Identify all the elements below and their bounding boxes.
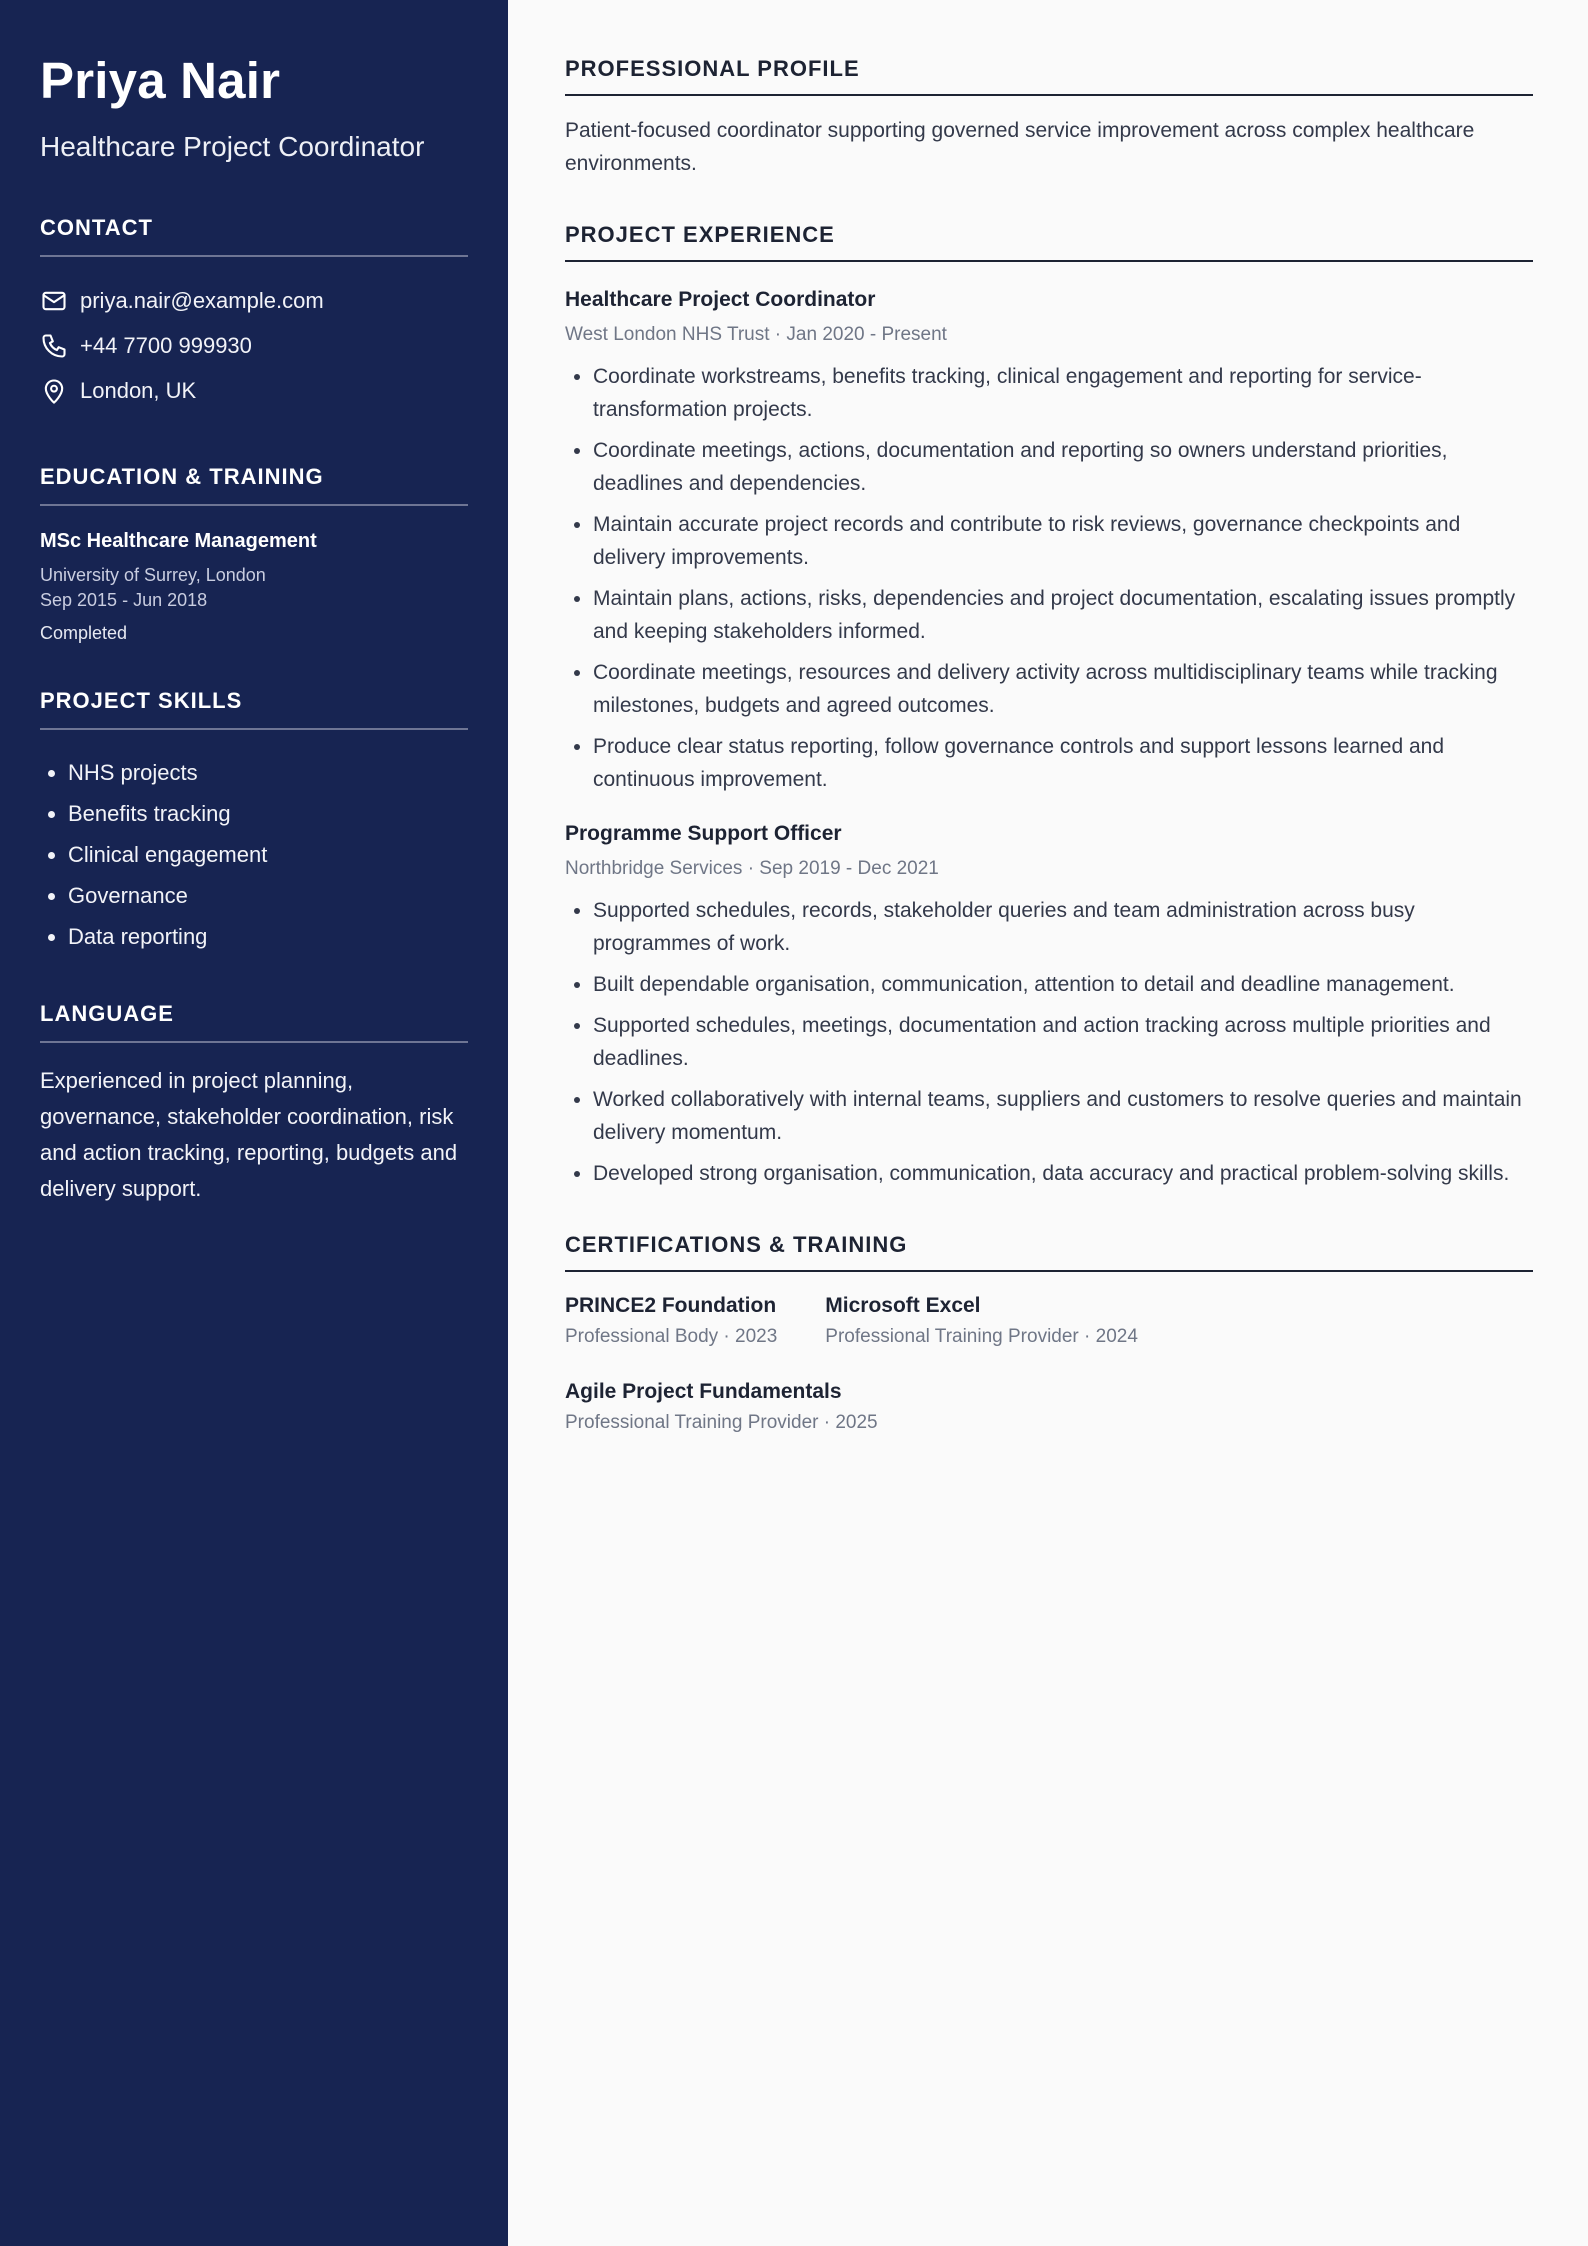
job-meta: Northbridge Services · Sep 2019 - Dec 2021 [565, 858, 939, 879]
language-text: Experienced in project planning, governance, stakeholder coordination, risk and action tracking, reporting, budgets and delivery support. [40, 1068, 458, 1202]
education-entry [40, 530, 468, 644]
job-meta: West London NHS Trust · Jan 2020 - Present [565, 324, 947, 345]
job-title: Healthcare Project Coordinator [565, 288, 876, 311]
certification-meta: Professional Training Provider · 2024 [825, 1326, 1138, 1347]
certifications-section [565, 1232, 1533, 1466]
certification-meta: Professional Training Provider · 2025 [565, 1412, 878, 1433]
job-bullet: • Supported schedules, meetings, documentation and action tracking across multiple priorities and deadlines. [593, 1009, 1533, 1075]
certification-item [565, 1294, 777, 1348]
skills-list [40, 752, 468, 957]
contact-title: CONTACT [40, 215, 468, 257]
language-title: LANGUAGE [40, 1001, 468, 1043]
contact-location-row [40, 369, 468, 414]
profile-title: PROFESSIONAL PROFILE [565, 56, 1533, 96]
contact-phone[interactable]: +44 7700 999930 [80, 333, 252, 359]
certifications-title: CERTIFICATIONS & TRAINING [565, 1232, 1533, 1272]
certification-meta: Professional Body · 2023 [565, 1326, 778, 1347]
education-institution: University of Surrey, London [40, 564, 266, 585]
education-degree: MSc Healthcare Management [40, 529, 317, 552]
skill-item: • Data reporting [68, 916, 468, 957]
job-bullet: • Worked collaboratively with internal teams, suppliers and customers to resolve queries and maintain delivery momentum. [593, 1083, 1533, 1149]
skills-section [40, 688, 468, 957]
job-bullet: • Developed strong organisation, communication, data accuracy and practical problem-solving skills. [593, 1157, 1533, 1190]
mail-icon [40, 287, 68, 315]
job-bullet: • Supported schedules, records, stakeholder queries and team administration across busy programmes of work. [593, 894, 1533, 960]
education-title: EDUCATION & TRAINING [40, 464, 468, 506]
job-bullet: • Maintain plans, actions, risks, dependencies and project documentation, escalating issues promptly and keeping stakeholders informed. [593, 582, 1533, 648]
education-dates: Sep 2015 - Jun 2018 [40, 589, 208, 610]
language-section [40, 1001, 468, 1207]
sidebar [0, 0, 508, 2246]
certification-name: Microsoft Excel [825, 1294, 981, 1317]
job-entry [565, 288, 1533, 796]
job-bullet: • Maintain accurate project records and contribute to risk reviews, governance checkpoints and delivery improvements. [593, 508, 1533, 574]
certification-name: PRINCE2 Foundation [565, 1294, 777, 1317]
job-bullet: • Coordinate meetings, actions, documentation and reporting so owners understand priorities, deadlines and dependencies. [593, 434, 1533, 500]
job-bullet: • Built dependable organisation, communication, attention to detail and deadline management. [593, 968, 1533, 1001]
skill-item: • Clinical engagement [68, 834, 468, 875]
job-bullets [565, 894, 1533, 1190]
profile-text: Patient-focused coordinator supporting governed service improvement across complex healthcare environments. [565, 119, 1475, 175]
experience-title: PROJECT EXPERIENCE [565, 222, 1533, 262]
job-bullet: • Produce clear status reporting, follow governance controls and support lessons learned and continuous improvement. [593, 730, 1533, 796]
skills-title: PROJECT SKILLS [40, 688, 468, 730]
candidate-name: Priya Nair [40, 52, 281, 109]
job-bullet: • Coordinate workstreams, benefits tracking, clinical engagement and reporting for service-transformation projects. [593, 360, 1533, 426]
certification-item [825, 1294, 1138, 1348]
contact-list [40, 279, 468, 414]
certification-item [565, 1380, 1485, 1434]
certification-name: Agile Project Fundamentals [565, 1380, 842, 1403]
experience-section [565, 222, 1533, 1190]
job-title: Programme Support Officer [565, 822, 842, 845]
job-bullets [565, 360, 1533, 796]
contact-location: London, UK [80, 378, 197, 404]
education-status: Completed [40, 623, 128, 644]
contact-section [40, 215, 468, 414]
skill-item: • Governance [68, 875, 468, 916]
contact-email[interactable]: priya.nair@example.com [80, 288, 324, 314]
skill-item: • NHS projects [68, 752, 468, 793]
candidate-role: Healthcare Project Coordinator [40, 130, 425, 162]
job-bullet: • Coordinate meetings, resources and delivery activity across multidisciplinary teams while tracking milestones, budgets and agreed outcomes. [593, 656, 1533, 722]
skill-item: • Benefits tracking [68, 793, 468, 834]
main-content [508, 0, 1588, 2246]
certifications-list [565, 1294, 1533, 1466]
contact-phone-row[interactable] [40, 324, 468, 369]
job-entry [565, 822, 1533, 1190]
location-pin-icon [40, 377, 68, 405]
education-section [40, 464, 468, 644]
contact-email-row[interactable] [40, 279, 468, 324]
phone-icon [40, 332, 68, 360]
profile-section [565, 56, 1533, 180]
